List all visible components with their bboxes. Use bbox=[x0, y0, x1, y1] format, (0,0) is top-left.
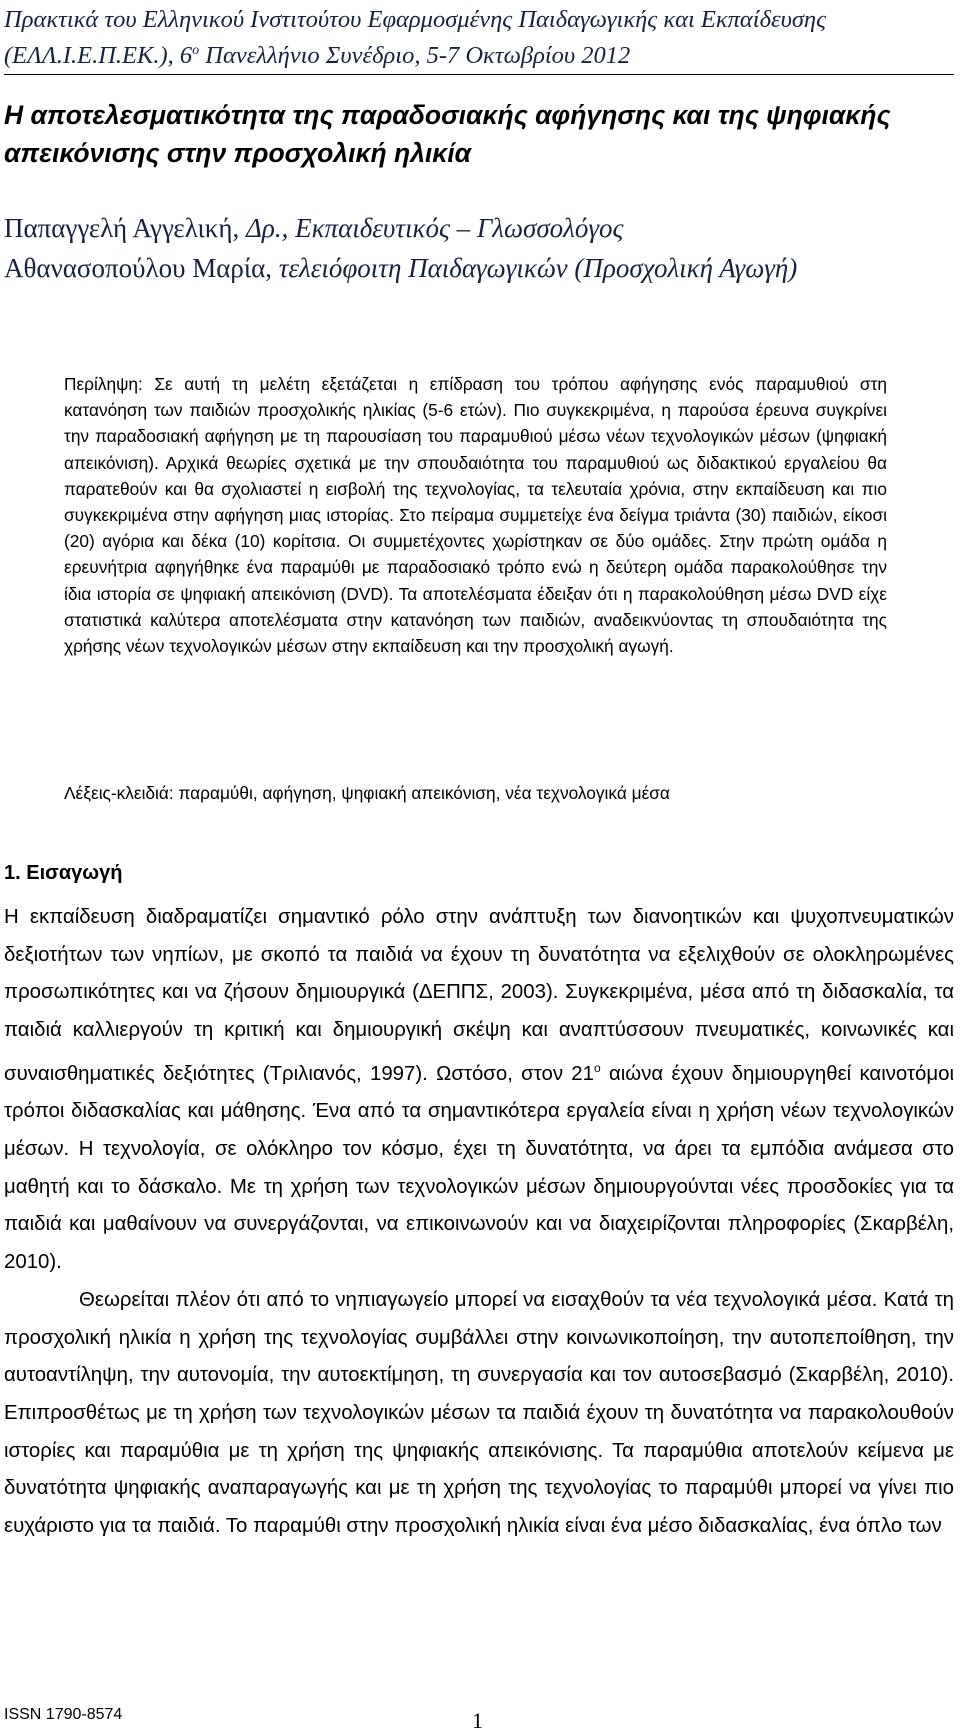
section-heading: 1. Εισαγωγή bbox=[4, 862, 123, 884]
header-line-2-end: Πανελλήνιο Συνέδριο, 5-7 Οκτωβρίου 2012 bbox=[199, 42, 631, 70]
body-paragraph-1-start: Η εκπαίδευση διαδραματίζει σημαντικό ρόλο στην ανάπτυξη των διανοητικών και ψυχοπνευματικών δεξιοτήτων των νηπίων, με σκοπό τα παιδιά να έχουν τη δυνατότητα να εξελιχθούν σε ολοκληρωμένες προσωπικότητες και να ζήσουν δημιουργικά (ΔΕΠΠΣ, 2003). Συγκεκριμένα, μέσα από τη διδασκαλία, τα παιδιά καλλιεργούν τη κριτική και δημιουργική σκέψη και αναπτύσσουν πνευματικές, κοινωνικές και συναισθηματικές δεξιότητες (Τριλιανός, 1997). Ωστόσο, στον 21 bbox=[4, 906, 954, 1085]
header-line-1: Πρακτικά του Ελληνικού Ινστιτούτου Εφαρμοσμένης Παιδαγωγικής και Εκπαίδευσης bbox=[4, 6, 827, 33]
paper-title: Η αποτελεσματικότητα της παραδοσιακής αφήγησης και της ψηφιακής απεικόνισης στην προσχολική ηλικία bbox=[4, 100, 891, 168]
body-paragraph-1 bbox=[4, 899, 954, 1282]
body-paragraph-2: Θεωρείται πλέον ότι από το νηπιαγωγείο μπορεί να εισαχθούν τα νέα τεχνολογικά μέσα. Κατά τη προσχολική ηλικία η χρήση της τεχνολογίας συμβάλλει στην κοινωνικοποίηση, την αυτοπεποίθηση, την αυτοαντίληψη, την αυτονομία, την αυτοεκτίμηση, τη συνεργασία και τον αυτοσεβασμό (Σκαρβέλη, 2010). Επιπροσθέτως με τη χρήση των τεχνολογικών μέσων τα παιδιά έχουν τη δυνατότητα να παρακολουθούν ιστορίες και παραμύθια με τη χρήση της ψηφιακής απεικόνισης. Τα παραμύθια αποτελούν κείμενα με δυνατότητα ψηφιακής αναπαραγωγής και με τη χρήση της τεχνολογίας το παραμύθι μπορεί να γίνει πιο ευχάριστο για τα παιδιά. Το παραμύθι στην προσχολική ηλικία είναι ένα μέσο διδασκαλίας, ένα όπλο των bbox=[4, 1288, 954, 1538]
abstract bbox=[64, 371, 887, 659]
author-1 bbox=[4, 208, 954, 248]
header-divider bbox=[4, 74, 954, 75]
keywords: Λέξεις-κλειδιά: παραμύθι, αφήγηση, ψηφιακή απεικόνιση, νέα τεχνολογικά μέσα bbox=[64, 783, 670, 803]
proceedings-header bbox=[4, 4, 954, 71]
author-2 bbox=[4, 248, 954, 288]
body-paragraph-1-end: αιώνα έχουν δημιουργηθεί καινοτόμοι τρόποι διδασκαλίας και μάθησης. Ένα από τα σημαντικότερα εργαλεία είναι η χρήση νέων τεχνολογικών μέσων. Η τεχνολογία, σε ολόκληρο τον κόσμο, έχει τη δυνατότητα, να άρει τα εμπόδια ανάμεσα στο μαθητή και το δάσκαλο. Με τη χρήση των τεχνολογικών μέσων δημιουργούνται νέες προσδοκίες για τα παιδιά και μαθαίνουν να συνεργάζονται, να επικοινωνούν και να διαχειρίζονται πληροφορίες (Σκαρβέλη, 2010). bbox=[4, 1062, 954, 1274]
header-line-2-start: (ΕΛΛ.Ι.Ε.Π.ΕΚ.), 6 bbox=[4, 42, 193, 70]
author-1-name: Παπαγγελή Αγγελική, bbox=[4, 213, 247, 243]
page-number: 1 bbox=[472, 1708, 483, 1733]
body-superscript: ο bbox=[594, 1060, 601, 1075]
author-list bbox=[4, 208, 954, 288]
abstract-text: Περίληψη: Σε αυτή τη μελέτη εξετάζεται η επίδραση του τρόπου αφήγησης ενός παραμυθιού στη κατανόηση των παιδιών προσχολικής ηλικίας (5-6 ετών). Πιο συγκεκριμένα, η παρούσα έρευνα συγκρίνει την παραδοσιακή αφήγηση με τη παρουσίαση του παραμυθιού μέσω νέων τεχνολογικών μέσων (ψηφιακή απεικόνιση). Αρχικά θεωρίες σχετικά με την σπουδαιότητα του παραμυθιού ως διδακτικού εργαλείου θα παρατεθούν και θα σχολιαστεί η εισβολή της τεχνολογίας, τα τελευταία χρόνια, στην εκπαίδευση και πιο συγκεκριμένα στην αφήγηση μιας ιστορίας. Στο πείραμα συμμετείχε ένα δείγμα τριάντα (30) παιδιών, είκοσι (20) αγόρια και δέκα (10) κορίτσια. Οι συμμετέχοντες χωρίστηκαν σε δύο ομάδες. Στην πρώτη ομάδα η ερευνήτρια αφηγήθηκε ένα παραμύθι με παραδοσιακό τρόπο ενώ η δεύτερη ομάδα παρακολούθησε την ίδια ιστορία σε ψηφιακή απεικόνιση (DVD). Τα αποτελέσματα έδειξαν ότι η παρακολούθηση μέσω DVD είχε στατιστικά καλύτερα αποτελέσματα στην κατανόηση των παιδιών, αναδεικνύοντας τη σπουδαιότητα της χρήσης νέων τεχνολογικών μέσων στην εκπαίδευση και την προσχολική αγωγή. bbox=[64, 374, 887, 657]
header-superscript: ο bbox=[192, 43, 200, 58]
header-line-2 bbox=[4, 35, 954, 71]
author-1-role: Δρ., Εκπαιδευτικός – Γλωσσολόγος bbox=[246, 213, 624, 243]
section-body bbox=[4, 899, 954, 1546]
author-2-role: τελειόφοιτη Παιδαγωγικών (Προσχολική Αγωγή) bbox=[278, 253, 798, 283]
author-2-name: Αθανασοπούλου Μαρία, bbox=[4, 253, 279, 283]
issn-footer: ISSN 1790-8574 bbox=[4, 1706, 123, 1723]
